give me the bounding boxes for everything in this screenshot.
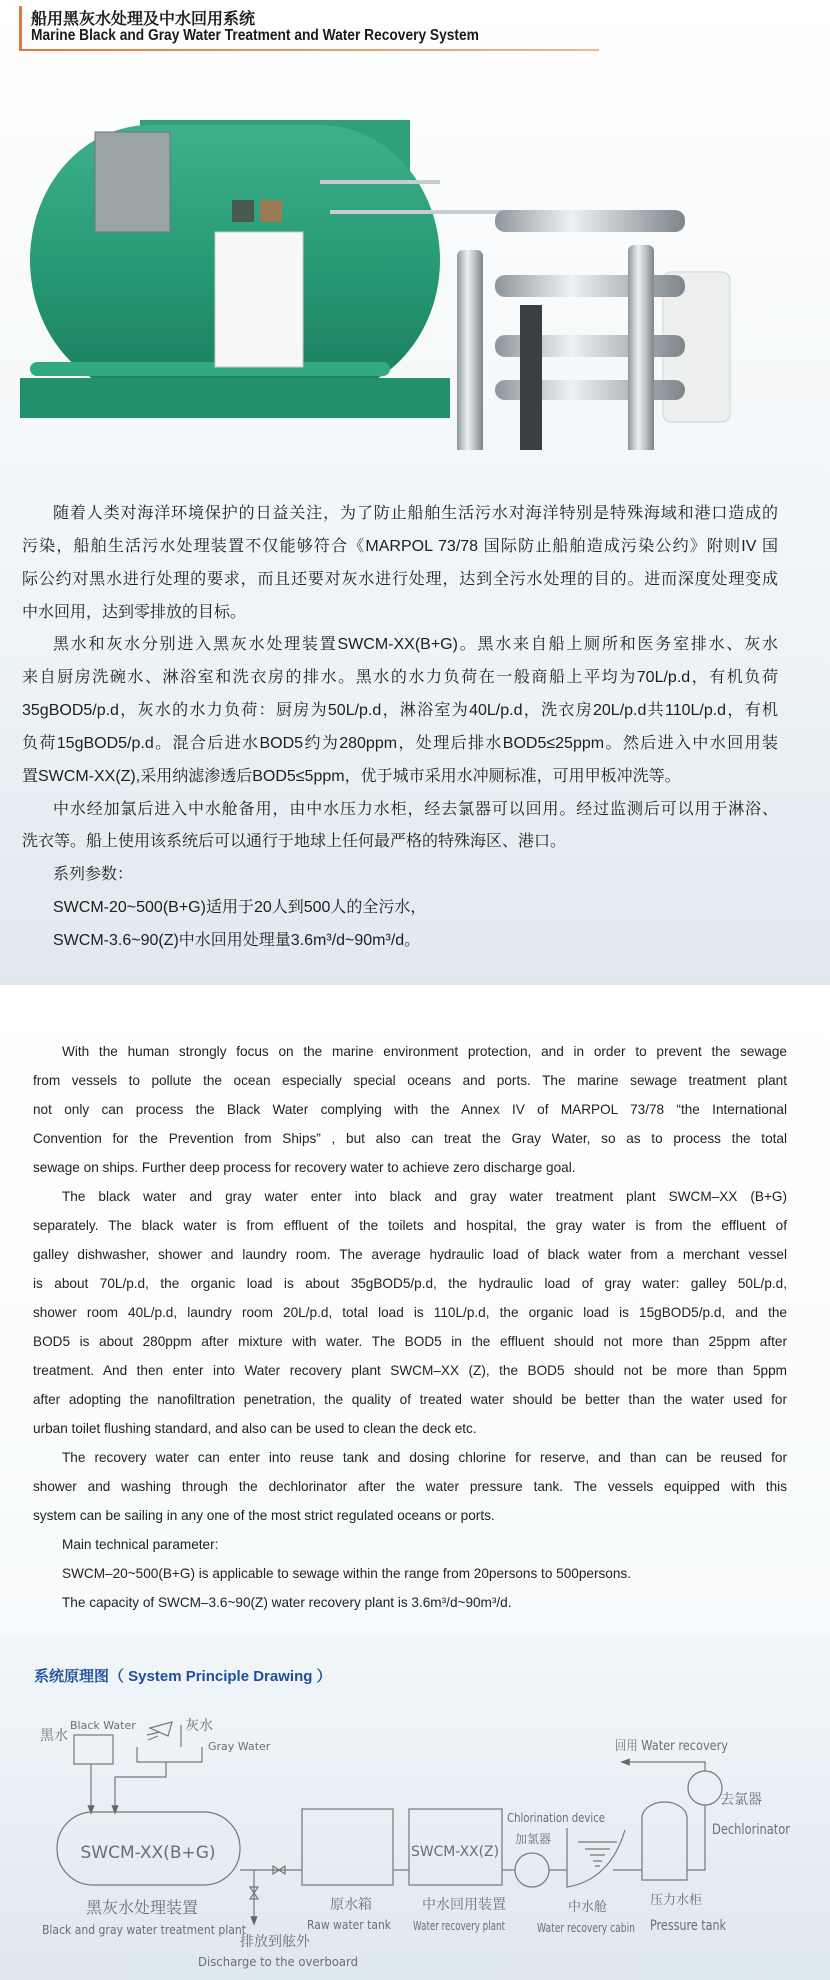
plant-z-en: Water recovery plant (413, 1919, 506, 1933)
text-line: shower room 40L/p.d, laundry room 20L/p.d, total load is 110L/p.d, the organic load is 15gBOD5/p.d, and the (33, 1305, 787, 1320)
raw-tank-cn: 原水箱 (330, 1897, 372, 1913)
text-line: With the human strongly focus on the marine environment protection, and in order to prevent the sewage (62, 1044, 787, 1059)
plant-z-cn: 中水回用装置 (422, 1897, 506, 1913)
text-line: 随着人类对海洋环境保护的日益关注，为了防止船舶生活污水对海洋特别是特殊海域和港口造成的 (53, 505, 778, 522)
text-line: 际公约对黑水进行处理的要求，而且还要对灰水进行处理，达到全污水处理的目的。进而深度处理变成 (22, 571, 778, 588)
discharge-en: Discharge to the overboard (198, 1955, 358, 1969)
raw-tank-en: Raw water tank (307, 1918, 392, 1932)
text-line: 污染，船舶生活污水处理装置不仅能够符合《MARPOL 73/78 国际防止船舶造成污染公约》附则IV 国 (22, 538, 778, 555)
text-line: 35gBOD5/p.d，灰水的水力负荷：厨房为50L/p.d，淋浴室为40L/p.d，洗衣房20L/p.d共110L/p.d，有机 (22, 702, 778, 719)
chlor-en: Chlorination device (507, 1811, 605, 1825)
page-title-en: Marine Black and Gray Water Treatment and Water Recovery System (31, 27, 479, 44)
text-line: 中水经加氯后进入中水舱备用，由中水压力水柜，经去氯器可以回用。经过监测后可以用于淋浴、 (53, 801, 778, 818)
gray-water-cn: 灰水 (185, 1718, 213, 1734)
recovery-label: 回用 Water recovery (615, 1739, 729, 1754)
text-line: is about 70L/p.d, the organic load is about 35gBOD5/p.d, the hydraulic load of gray water: galley 50L/p.d, (33, 1276, 787, 1291)
params-label: Main technical parameter: (62, 1537, 219, 1552)
page-title-cn: 船用黑灰水处理及中水回用系统 (31, 11, 256, 28)
chlor-cn: 加氯器 (515, 1832, 552, 1846)
pressure-tank (642, 1802, 687, 1880)
dechlor-en: Dechlorinator (712, 1822, 791, 1838)
text-line: sewage on ships. Further deep process for recovery water to achieve zero discharge goal. (33, 1160, 576, 1175)
text-line: 中水回用，达到零排放的目标。 (22, 604, 247, 621)
dechlor-cn: 去氯器 (720, 1792, 762, 1808)
text-line: The black water and gray water enter into black and gray water treatment plant SWCM–XX (B+G) (62, 1189, 787, 1204)
text-line: 洗衣等。船上使用该系统后可以通行于地球上任何最严格的特殊海区、港口。 (22, 833, 567, 850)
plant-bg-code: SWCM-XX(B+G) (80, 1843, 216, 1863)
text-line: 置SWCM-XX(Z),采用纳滤渗透后BOD5≤5ppm，优于城市采用水冲厕标准，可用甲板冲洗等。 (22, 768, 681, 785)
cabin-en: Water recovery cabin (537, 1921, 635, 1935)
water-recovery-cabin (567, 1828, 625, 1887)
plant-bg-en: Black and gray water treatment plant (42, 1923, 247, 1937)
text-line: system can be sailing in any one of the most strict regulated oceans or ports. (33, 1508, 495, 1523)
pressure-en: Pressure tank (650, 1918, 727, 1934)
param-line: SWCM-3.6~90(Z)中水回用处理量3.6m³/d~90m³/d。 (53, 932, 421, 949)
text-line: not only can process the Black Water complying with the Annex IV of MARPOL 73/78 “the International (33, 1102, 787, 1117)
text-line: Convention for the Prevention from Ships” , but also can treat the Gray Water, so as to process the total (33, 1131, 787, 1146)
params-label: 系列参数： (53, 866, 134, 883)
text-line: galley dishwasher, shower and laundry room. The average hydraulic load of black water from a merchant vessel (33, 1247, 787, 1262)
text-line: treatment. And then enter into Water recovery plant SWCM–XX (Z), the BOD5 should not be more than 5ppm (33, 1363, 787, 1378)
pressure-cn: 压力水柜 (650, 1893, 703, 1908)
text-line: 来自厨房洗碗水、淋浴室和洗衣房的排水。黑水的水力负荷在一般商船上平均为70L/p.d，有机负荷 (22, 669, 778, 686)
text-line: 负荷15gBOD5/p.d。混合后进水BOD5约为280ppm，处理后排水BOD5≤25ppm。然后进入中水回用装 (22, 735, 778, 752)
text-line: shower and washing through the dechlorinator after the water pressure tank. The vessels equipped with this (33, 1479, 787, 1494)
recovery-arrow (625, 1762, 705, 1771)
gray-water-arrow (115, 1762, 166, 1810)
discharge-cn: 排放到舷外 (240, 1934, 310, 1950)
param-line: The capacity of SWCM–3.6~90(Z) water recovery plant is 3.6m³/d~90m³/d. (62, 1595, 512, 1610)
text-line: The recovery water can enter into reuse tank and dosing chlorine for reserve, and than can be reused for (62, 1450, 787, 1465)
raw-water-tank (302, 1809, 393, 1885)
text-line: after adopting the nanofiltration penetration, the quality of treated water should be better than the water used for (33, 1392, 787, 1407)
black-water-cn: 黑水 (40, 1728, 68, 1744)
plant-z-code: SWCM-XX(Z) (411, 1844, 499, 1860)
diagram-title: 系统原理图（ System Principle Drawing ） (34, 1668, 332, 1685)
black-water-en: Black Water (70, 1719, 136, 1732)
param-line: SWCM–20~500(B+G) is applicable to sewage within the range from 20persons to 500persons. (62, 1566, 631, 1581)
text-line: 黑水和灰水分别进入黑灰水处理装置SWCM-XX(B+G)。黑水来自船上厕所和医务室排水、灰水 (53, 636, 778, 653)
text-line: from vessels to pollute the ocean especially special oceans and ports. The marine sewage treatment plant (33, 1073, 787, 1088)
dechlorinator (688, 1771, 722, 1805)
gray-water-en: Gray Water (208, 1740, 271, 1753)
text-line: separately. The black water is from effluent of the toilets and hospital, the gray water is from the effluent of (33, 1218, 787, 1233)
shower-icon (147, 1722, 172, 1740)
text-line: BOD5 is about 280ppm after mixture with water. The BOD5 in the effluent should not more than 25ppm after (33, 1334, 787, 1349)
plant-bg-cn: 黑灰水处理装置 (85, 1898, 199, 1917)
black-water-box (74, 1735, 113, 1764)
text-line: urban toilet flushing standard, and also can be used to clean the deck etc. (33, 1421, 477, 1436)
param-line: SWCM-20~500(B+G)适用于20人到500人的全污水， (53, 899, 427, 916)
gray-water-basin (137, 1747, 202, 1762)
chlorination-device (515, 1853, 549, 1887)
cabin-cn: 中水舱 (568, 1900, 608, 1915)
